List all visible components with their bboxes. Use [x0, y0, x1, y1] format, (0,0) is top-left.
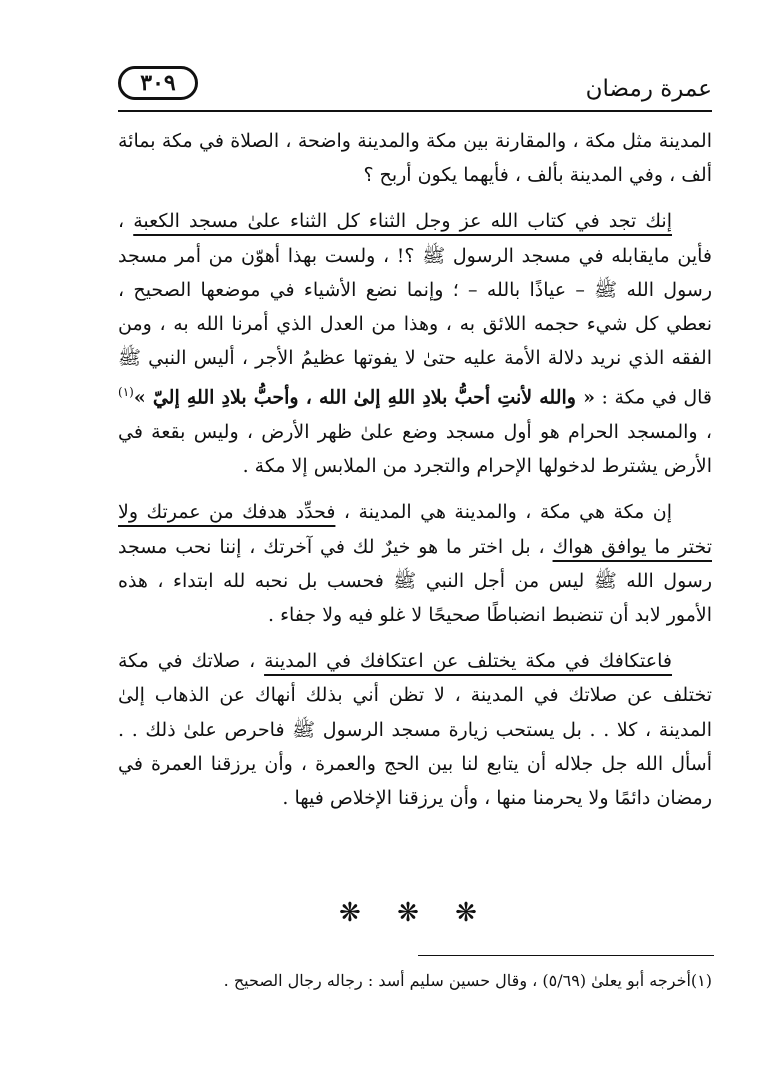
paragraph-4: [118, 644, 712, 815]
paragraph-text: إن مكة هي مكة ، والمدينة هي المدينة ،: [335, 501, 672, 524]
footnote: (١)أخرجه أبو يعلىٰ (٥/٦٩) ، وقال حسين سليم أسد : رجاله رجال الصحيح .: [223, 971, 712, 990]
paragraph-text: ، فأين مايقابله في مسجد الرسول ﷺ ؟! ، ولست بهذا أهوّن من أمر مسجد رسول الله ﷺ – عياذًا بالله – ؛ وإنما نضع الأشياء في موضعها الصحيح ، نعطي كل شيء حجمه اللائق به ، وهذا من العدل الذي أمرنا الله به ، ومن الفقه الذي نريد دلالة الأمة عليه حتىٰ لا يفوتها عظيمُ الأجر ، أليس النبي ﷺ قال في مكة :: [118, 210, 712, 409]
paragraph-text: ، بل اختر ما هو خيرٌ لك في آخرتك ، إننا نحب مسجد رسول الله ﷺ ليس من أجل النبي ﷺ فحسب بل نحبه لله ابتداء ، هذه الأمور لابد أن تنضبط انضباطًا صحيحًا لا غلو فيه ولا جفاء .: [118, 535, 712, 626]
paragraph-text: المدينة مثل مكة ، والمقارنة بين مكة والمدينة واضحة ، الصلاة في مكة بمائة ألف ، وفي المدينة بألف ، فأيهما يكون أربح ؟: [118, 130, 712, 187]
running-title: عمرة رمضان: [585, 76, 712, 102]
section-separator: ❋ ❋ ❋: [339, 898, 491, 928]
underlined-text: فحدِّد هدفك من عمرتك ولا تختر ما يوافق هواك: [118, 501, 712, 558]
paragraph-3: [118, 495, 712, 632]
underlined-text: إنك تجد في كتاب الله عز وجل الثناء كل الثناء علىٰ مسجد الكعبة: [133, 210, 672, 233]
page-number: ٣٠٩: [118, 66, 198, 100]
footnote-marker: (١): [118, 385, 134, 400]
paragraph-text: ، صلاتك في مكة تختلف عن صلاتك في المدينة ، لا تظن أني بذلك أنهاك عن الذهاب إلىٰ المدينة ، كلا . . بل يستحب زيارة مسجد الرسول ﷺ فاحرص علىٰ ذلك . . أسأل الله جل جلاله أن يتابع لنا بين الحج والعمرة ، وأن يرزقنا العمرة في رمضان دائمًا ولا يحرمنا منها ، وأن يرزقنا الإخلاص فيها .: [118, 650, 712, 809]
underlined-text: فاعتكافك في مكة يختلف عن اعتكافك في المدينة: [264, 650, 672, 673]
paragraph-2: [118, 204, 712, 483]
paragraph-text: ، والمسجد الحرام هو أول مسجد وضع علىٰ ظهر الأرض ، وليس بقعة في الأرض يشترط لدخولها الإحرام والتجرد من الملابس إلا مكة .: [118, 420, 712, 478]
footnote-rule: [418, 955, 714, 956]
hadith-quote: « والله لأنتِ أحبُّ بلادِ اللهِ إلىٰ الله ، وأحبُّ بلادِ اللهِ إليّ »: [133, 386, 595, 409]
body-text: [118, 124, 712, 827]
page-header: [118, 66, 712, 112]
header-rule: [118, 110, 712, 112]
paragraph-1: [118, 124, 712, 192]
